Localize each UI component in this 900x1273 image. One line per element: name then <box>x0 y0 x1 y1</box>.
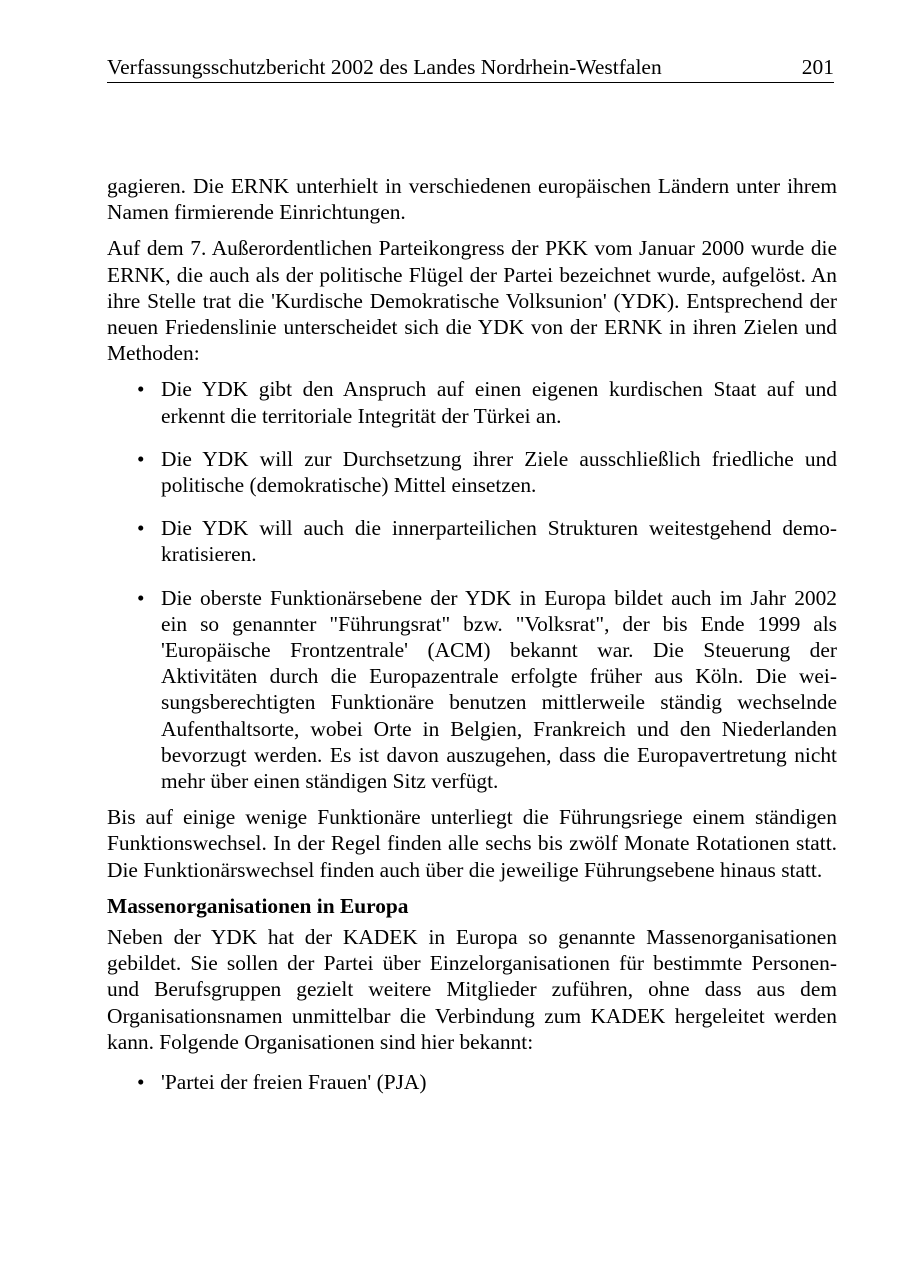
bullet-icon: • <box>137 585 145 610</box>
page-number: 201 <box>801 55 834 79</box>
list-item <box>107 376 837 428</box>
paragraph-3: Bis auf einige wenige Funktionäre unterliegt die Führungsriege einem ständigen Funktionswechsel. In der Regel finden alle sechs bis zwölf Monate Rotationen statt. Die Funktionärswechsel finden auch über die jeweilige Führungsebene hinaus statt. <box>107 805 837 882</box>
bullet-icon: • <box>137 516 145 541</box>
list-item <box>107 515 837 567</box>
list-item-text: 'Partei der freien Frauen' (PJA) <box>161 1070 427 1095</box>
paragraph-1: gagieren. Die ERNK unterhielt in verschiedenen europäischen Ländern unter ihrem Namen firmierende Einrichtungen. <box>107 174 837 225</box>
bullet-icon: • <box>137 1070 145 1095</box>
section-heading: Massenorganisationen in Europa <box>107 893 409 918</box>
bullet-icon: • <box>137 377 145 402</box>
list-item <box>107 585 837 795</box>
list-item-text: Die YDK will zur Durchsetzung ihrer Ziele ausschließlich friedliche und politische (demokratische) Mittel einsetzen. <box>161 446 837 498</box>
ydk-goals-list <box>107 376 837 794</box>
header-title: Verfassungsschutzbericht 2002 des Landes Nordrhein-Westfalen <box>107 55 662 79</box>
paragraph-2: Auf dem 7. Außerordentlichen Parteikongress der PKK vom Januar 2000 wurde die ERNK, die auch als der politische Flügel der Partei bezeichnet wurde, aufgelöst. An ihre Stelle trat die 'Kurdische Demokratische Volksunion' (YDK). Entsprechend der neuen Friedenslinie unterscheidet sich die YDK von der ERNK in ihren Zielen und Methoden: <box>107 236 837 366</box>
body-text <box>107 173 837 1105</box>
bullet-icon: • <box>137 446 145 471</box>
list-item <box>107 1069 837 1095</box>
list-item <box>107 446 837 498</box>
list-item-text: Die oberste Funktionärsebene der YDK in Europa bildet auch im Jahr 2002 ein so genannter "Führungsrat" bzw. "Volksrat", der bis Ende 1999 als 'Europäische Frontzentrale' (ACM) bekannt war. Die Steuerung der Aktivitäten durch die Europazentrale erfolgte früher aus Köln. Die weisungsberechtigten Funktionäre benutzen mittlerweile ständig wechselnde Aufenthaltsorte, wobei Orte in Belgien, Frankreich und den Niederlanden bevorzugt werden. Es ist davon auszugehen, dass die Europavertretung nicht mehr über einen ständigen Sitz verfügt. <box>161 585 837 794</box>
paragraph-4: Neben der YDK hat der KADEK in Europa so genannte Massenorganisationen gebildet. Sie sollen der Partei über Einzelorganisationen für bestimmte Personen- und Berufsgruppen gezielt weitere Mitglieder zuführen, ohne dass aus dem Organisationsnamen unmittelbar die Verbindung zum KADEK hergeleitet werden kann. Folgende Organisationen sind hier bekannt: <box>107 925 837 1054</box>
running-header <box>107 52 834 83</box>
list-item-text: Die YDK gibt den Anspruch auf einen eigenen kurdischen Staat auf und erkennt die territoriale Integrität der Türkei an. <box>161 377 837 428</box>
list-item-text: Die YDK will auch die innerparteilichen Strukturen weitestgehend demokratisieren. <box>161 516 837 567</box>
organisations-list <box>107 1069 837 1095</box>
